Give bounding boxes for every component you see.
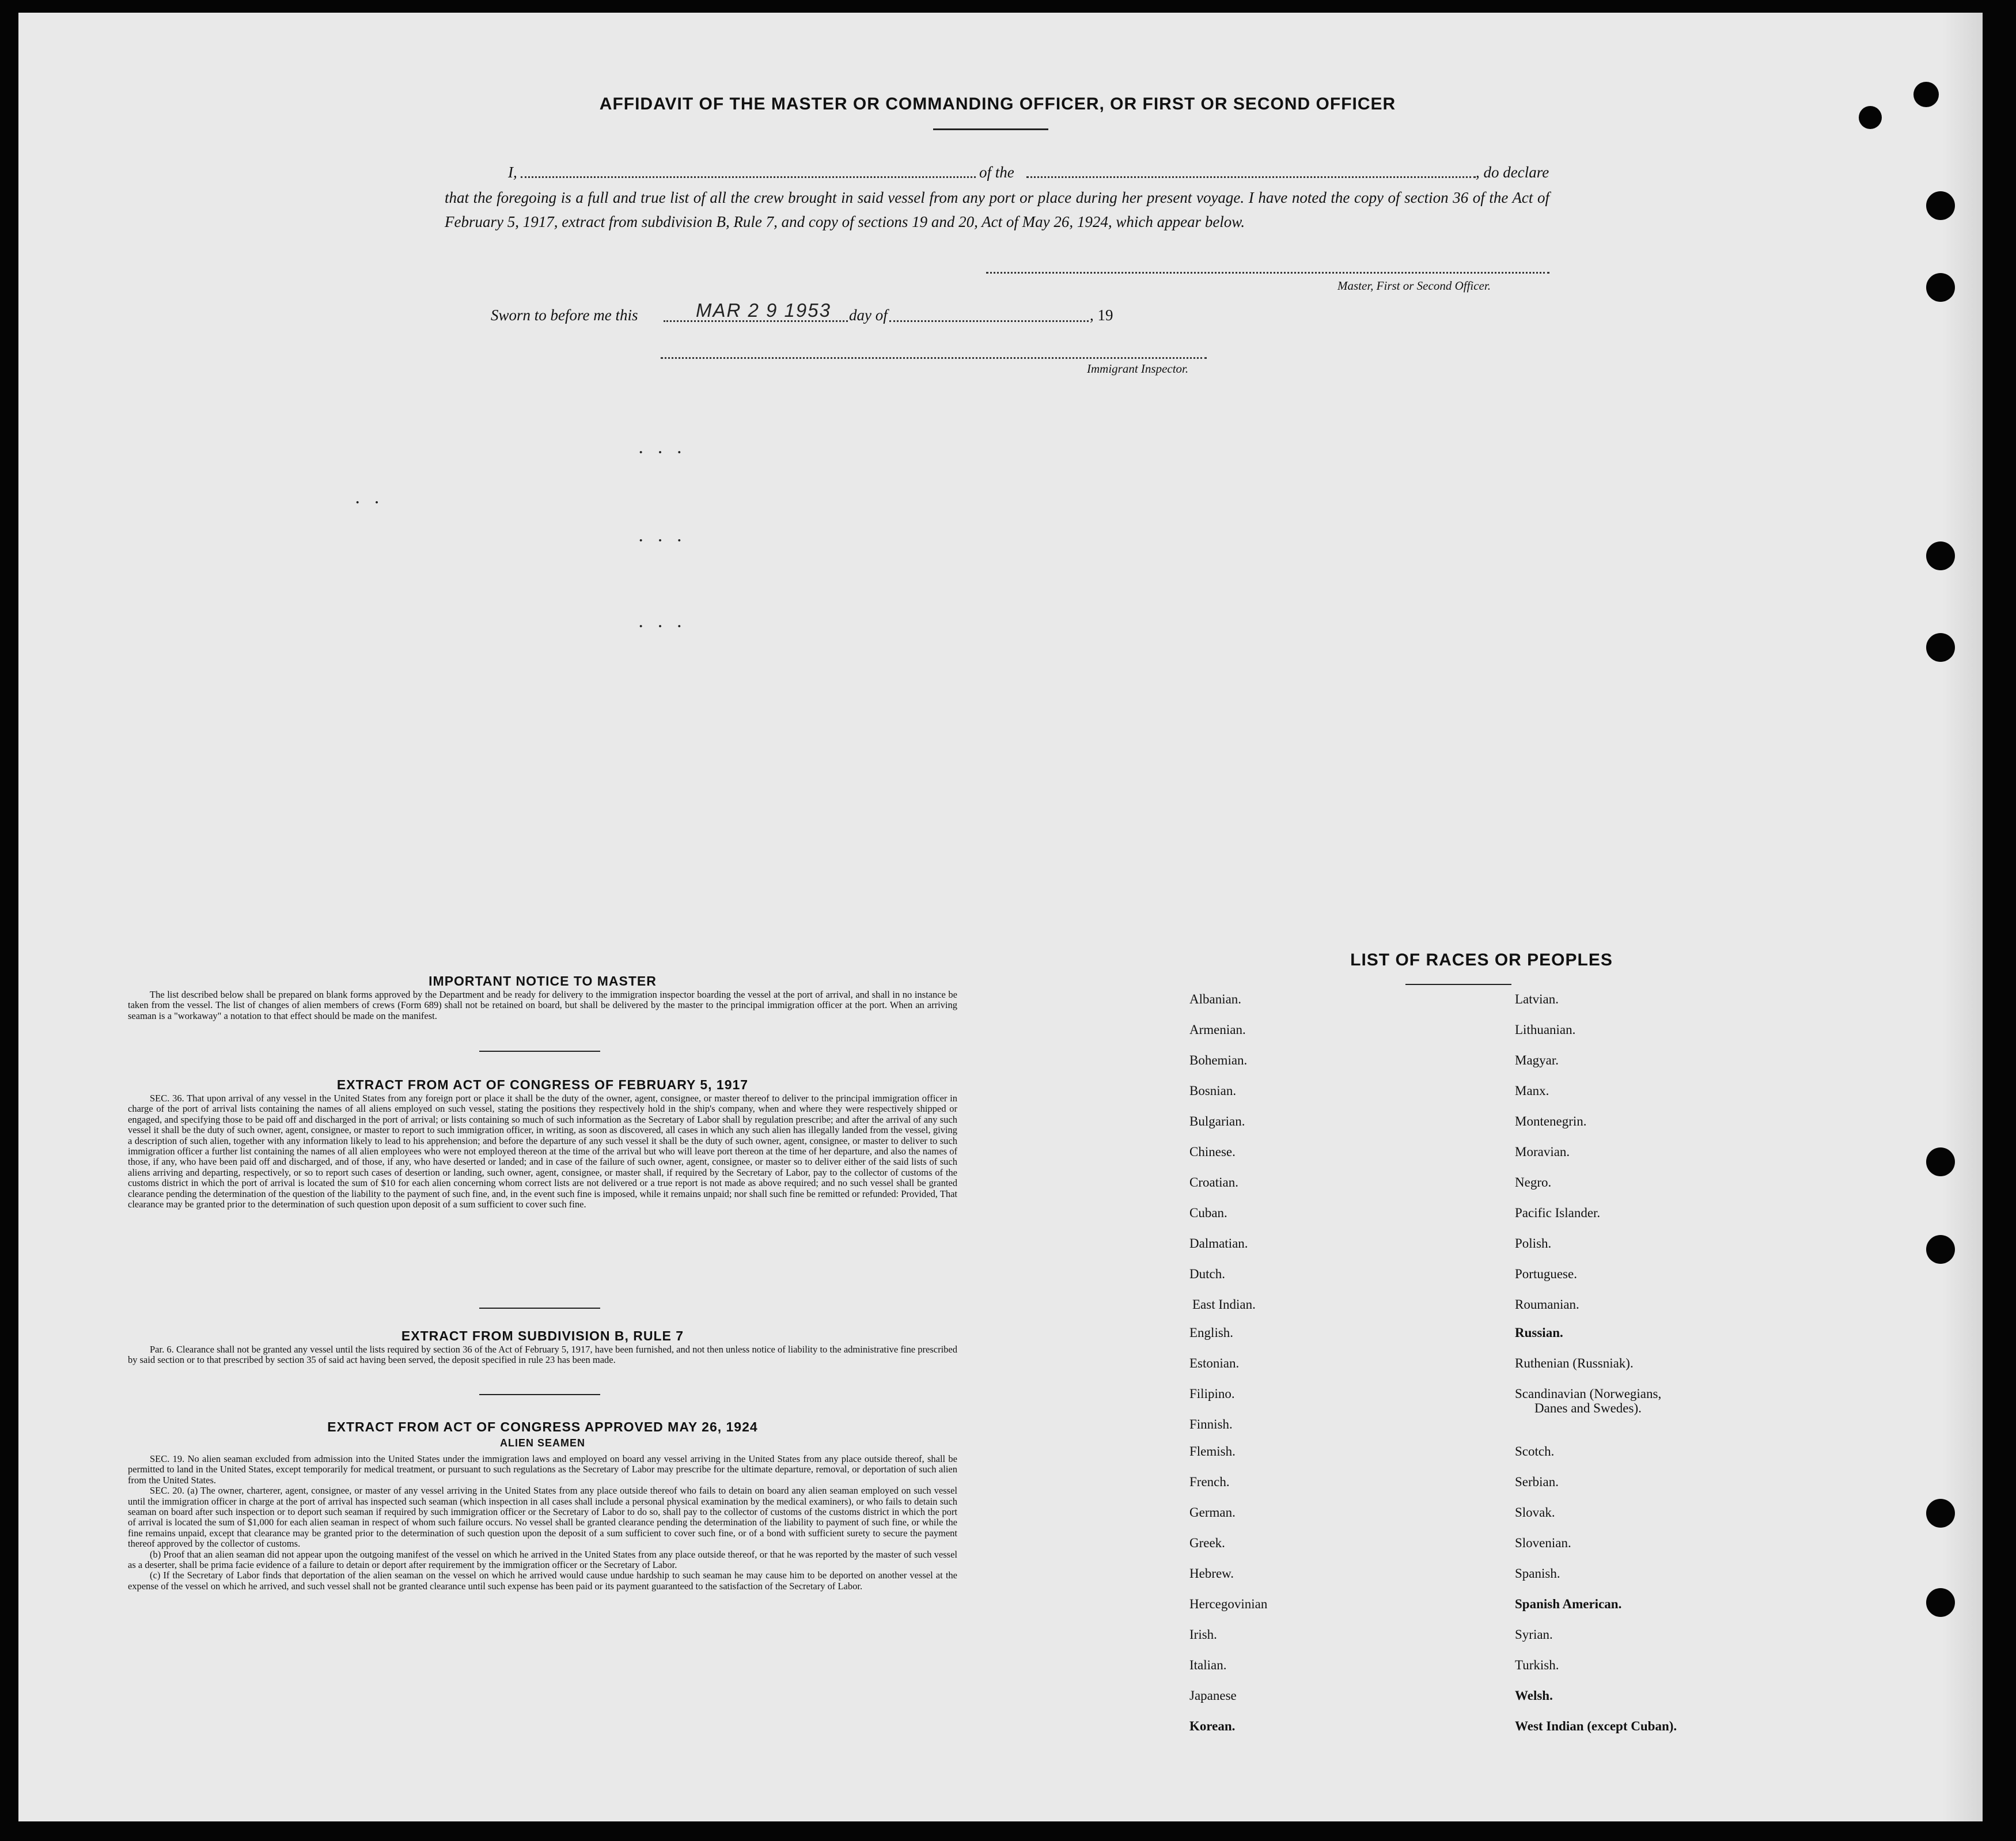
race-item: Cuban. <box>1189 1206 1227 1220</box>
master-signature-line[interactable] <box>986 272 1549 274</box>
race-item: Finnish. <box>1189 1417 1233 1431</box>
race-item: Italian. <box>1189 1658 1227 1672</box>
race-item: Lithuanian. <box>1515 1022 1576 1037</box>
binder-hole <box>1926 1235 1955 1264</box>
notice-title: IMPORTANT NOTICE TO MASTER <box>429 973 657 988</box>
extract-1924-subtitle: ALIEN SEAMEN <box>499 1437 585 1449</box>
race-item: East Indian. <box>1192 1297 1256 1312</box>
race-item: Dutch. <box>1189 1267 1225 1281</box>
race-item: Albanian. <box>1189 992 1242 1006</box>
race-item: Magyar. <box>1515 1053 1559 1067</box>
extract-rule7-body <box>128 1344 957 1366</box>
binder-hole <box>1926 191 1955 220</box>
race-item: Croatian. <box>1189 1175 1238 1190</box>
par-6-text: Par. 6. Clearance shall not be granted any vessel until the lists required by section 36 of the Act of February 5, 1917, have been furnished, and not then unless notice of liability to the administrative fine prescribed by said section or to that prescribed by section 35 of said act having been served, the deposit specified in rule 23 has been made. <box>128 1344 957 1366</box>
vessel-name-field[interactable] <box>1026 176 1476 178</box>
race-item: Greek. <box>1189 1536 1225 1550</box>
race-item: Filipino. <box>1189 1387 1235 1401</box>
race-item: Estonian. <box>1189 1356 1240 1370</box>
date-stamp: MAR 2 9 1953 <box>696 300 831 321</box>
race-item: Syrian. <box>1515 1627 1553 1642</box>
section-divider <box>479 1394 600 1395</box>
declare-line <box>491 161 1549 184</box>
section-20a-text: SEC. 20. (a) The owner, charterer, agent, consignee, or master of any vessel arriving in the United States from any place outside thereof who fails to detain on board any alien seaman employed on such vessel until the immigration officer in charge at the port of arrival has inspected such seaman (which inspection in all cases shall include a personal physical examination by the medical examiners), or who fails to detain such seaman on board after such inspection or to deport such seaman if required by such immigration officer or the Secretary of Labor to do so, shall pay to the collector of customs of the customs district in which the port of arrival is located the sum of $1,000 for each alien seaman in respect of whom such failure occurs. No vessel shall be granted clearance pending the determination of the liability to payment of such fine, or while the fine remains unpaid, except that clearance may be granted prior to the determination of such question upon the deposit of a sum sufficient to cover such fine, or of a bond with sufficient surety to secure the payment thereof approved by the collector of customs. <box>128 1485 957 1550</box>
race-item: Negro. <box>1515 1175 1552 1190</box>
affidavit-body: that the foregoing is a full and true list of all the crew brought in said vessel from any port or place during her present voyage. I have noted the copy of section 36 of the Act of February 5, 1917, extract from subdivision B, Rule 7, and copy of sections 19 and 20, Act of May 26, 1924, which appear below. <box>445 189 1549 230</box>
sworn-line <box>491 301 1182 329</box>
race-item: Manx. <box>1515 1084 1549 1098</box>
race-item: Dalmatian. <box>1189 1236 1248 1251</box>
inspector-signature-line[interactable] <box>661 357 1207 359</box>
race-item: Bulgarian. <box>1189 1114 1245 1128</box>
race-item: Japanese <box>1189 1688 1237 1703</box>
section-19-text: SEC. 19. No alien seaman excluded from admission into the United States under the immigration laws and employed on board any vessel arriving in the United States from any place outside thereof, shall be permitted to land in the United States, except temporarily for medical treatment, or pursuant to such regulations as the Secretary of Labor may prescribe for the ultimate departure, removal, or deportation of such alien from the United States. <box>128 1453 957 1486</box>
stray-marks: ··· <box>638 530 695 551</box>
race-item: Latvian. <box>1515 992 1559 1006</box>
stray-marks: ··· <box>638 616 695 637</box>
binder-hole <box>1859 106 1882 129</box>
race-item: Spanish American. <box>1515 1597 1622 1611</box>
binder-hole <box>1926 1588 1955 1617</box>
race-item: Korean. <box>1189 1719 1236 1733</box>
race-item: Slovenian. <box>1515 1536 1571 1550</box>
section-36-text: SEC. 36. That upon arrival of any vessel in the United States from any foreign port or place it shall be the duty of the owner, agent, consignee, or master thereof to deliver to the principal immigration officer in charge of the port of arrival lists containing the names of all aliens employed on such vessel, stating the positions they respectively hold in the ship's company, when and where they were respectively shipped or engaged, and specifying those to be paid off and discharged in the port of arrival; or lists containing so much of such information as the Secretary of Labor shall by regulation prescribe; and after the arrival of any such vessel it shall be the duty of such owner, agent, consignee, or master to report to such immigration officer, in writing, as soon as discovered, all cases in which any such alien has illegally landed from the vessel, giving a description of such alien, together with any information likely to lead to his apprehension; and before the departure of any such vessel it shall be the duty of such owner, agent, consignee, or master to deliver to such immigration officer a further list containing the names of all alien employees who were not employed thereon at the time of the arrival but who will leave port thereon at the time of her departure, and also the names of those, if any, who have been paid off and discharged, and of those, if any, who have deserted or landed; and in case of the failure of such owner, agent, consignee, or master so to deliver either of the said lists of such aliens arriving and departing, respectively, or so to report such cases of desertion or landing, such owner, agent, consignee, or master shall, if required by the Secretary of Labor, pay to the collector of customs of the customs district in which the port of arrival is located the sum of $10 for each alien concerning whom correct lists are not delivered or a true report is not made as above required; and no such vessel shall be granted clearance pending the determination of the question of the liability to the payment of such fine, and, in the event such fine is imposed, while it remains unpaid; nor shall such fine be remitted or refunded: Provided, That clearance may be granted prior to the determination of such question upon deposit of a sum sufficient to cover such fine. <box>128 1093 957 1210</box>
stray-marks: ··· <box>638 442 695 463</box>
document-page <box>18 13 1983 1821</box>
race-item: Scandinavian (Norwegians, <box>1515 1387 1662 1401</box>
title-divider <box>933 128 1048 130</box>
notice-paragraph: The list described below shall be prepared on blank forms approved by the Department and be ready for delivery to the immigration inspector boarding the vessel at the port of arrival, and shall in no instance be taken from the vessel. The list of changes of alien members of crews (Form 689) shall not be retained on board, but shall be delivered by the master to the principal immigration officer at the port. When an arriving seaman is a "workaway" a notation to that effect should be made on the manifest. <box>128 989 957 1021</box>
race-item: French. <box>1189 1475 1230 1489</box>
race-item: West Indian (except Cuban). <box>1515 1719 1677 1733</box>
race-item: Russian. <box>1515 1325 1563 1340</box>
sworn-month-field[interactable] <box>889 320 1089 322</box>
race-item: Bohemian. <box>1189 1053 1248 1067</box>
of-the-label: of the <box>979 164 1014 181</box>
year-label: , 19 <box>1090 306 1113 324</box>
race-item: Portuguese. <box>1515 1267 1577 1281</box>
section-20c-text: (c) If the Secretary of Labor finds that deportation of the alien seaman on the vessel on which he arrived would cause undue hardship to such seaman he may cause him to be deported on another vessel at the expense of the vessel on which he arrived, and such vessel shall not be granted clearance until such expense has been paid or its payment guaranteed to the satisfaction of the Secretary of Labor. <box>128 1570 957 1592</box>
extract-1924-title: EXTRACT FROM ACT OF CONGRESS APPROVED MAY 26, 1924 <box>327 1419 758 1434</box>
section-divider <box>479 1051 600 1052</box>
race-item: Bosnian. <box>1189 1084 1237 1098</box>
binder-hole <box>1926 633 1955 662</box>
extract-rule7-title: EXTRACT FROM SUBDIVISION B, RULE 7 <box>401 1328 684 1343</box>
race-item: Irish. <box>1189 1627 1217 1642</box>
binder-hole <box>1926 1147 1955 1176</box>
master-signature-label: Master, First or Second Officer. <box>1337 279 1491 293</box>
day-of-label: day of <box>849 306 888 324</box>
sworn-label: Sworn to before me this <box>491 306 638 324</box>
binder-hole <box>1926 541 1955 570</box>
inspector-label: Immigrant Inspector. <box>1087 362 1189 376</box>
race-item: Flemish. <box>1189 1444 1236 1459</box>
races-divider <box>1405 984 1511 985</box>
notice-body <box>128 990 957 1021</box>
race-item: Hercegovinian <box>1189 1597 1268 1611</box>
race-item: German. <box>1189 1505 1236 1520</box>
binder-hole <box>1926 273 1955 302</box>
extract-1917-body <box>128 1093 957 1210</box>
i-label: I, <box>508 164 517 181</box>
extract-1924-body <box>128 1454 957 1592</box>
binder-hole <box>1926 1499 1955 1528</box>
binder-hole <box>1913 82 1939 107</box>
race-item: Serbian. <box>1515 1475 1559 1489</box>
race-item: Spanish. <box>1515 1566 1560 1581</box>
race-item: English. <box>1189 1325 1234 1340</box>
race-item: Hebrew. <box>1189 1566 1234 1581</box>
section-20b-text: (b) Proof that an alien seaman did not appear upon the outgoing manifest of the vessel on which he arrived in the United States from any place outside thereof, or that he was reported by the master of such vessel as a deserter, shall be prima facie evidence of a failure to detain or deport after requirement by the immigration officer or the Secretary of Labor. <box>128 1548 957 1571</box>
race-item: Turkish. <box>1515 1658 1559 1672</box>
race-item: Slovak. <box>1515 1505 1555 1520</box>
race-item: Armenian. <box>1189 1022 1246 1037</box>
race-item: Polish. <box>1515 1236 1552 1251</box>
race-item: Danes and Swedes). <box>1534 1401 1642 1415</box>
race-item: Moravian. <box>1515 1145 1570 1159</box>
race-item: Ruthenian (Russniak). <box>1515 1356 1634 1370</box>
extract-1917-title: EXTRACT FROM ACT OF CONGRESS OF FEBRUARY 5, 1917 <box>336 1077 749 1092</box>
race-item: Montenegrin. <box>1515 1114 1587 1128</box>
affidavit-title: AFFIDAVIT OF THE MASTER OR COMMANDING OFFICER, OR FIRST OR SECOND OFFICER <box>599 94 1396 113</box>
master-name-field[interactable] <box>521 176 976 178</box>
race-item: Roumanian. <box>1515 1297 1579 1312</box>
race-item: Welsh. <box>1515 1688 1553 1703</box>
race-item: Pacific Islander. <box>1515 1206 1601 1220</box>
race-item: Chinese. <box>1189 1145 1236 1159</box>
section-divider <box>479 1308 600 1309</box>
stray-marks: ·· <box>354 492 393 513</box>
do-declare-label: , do declare <box>1476 164 1549 181</box>
race-item: Scotch. <box>1515 1444 1555 1459</box>
races-title: LIST OF RACES OR PEOPLES <box>1350 950 1613 969</box>
